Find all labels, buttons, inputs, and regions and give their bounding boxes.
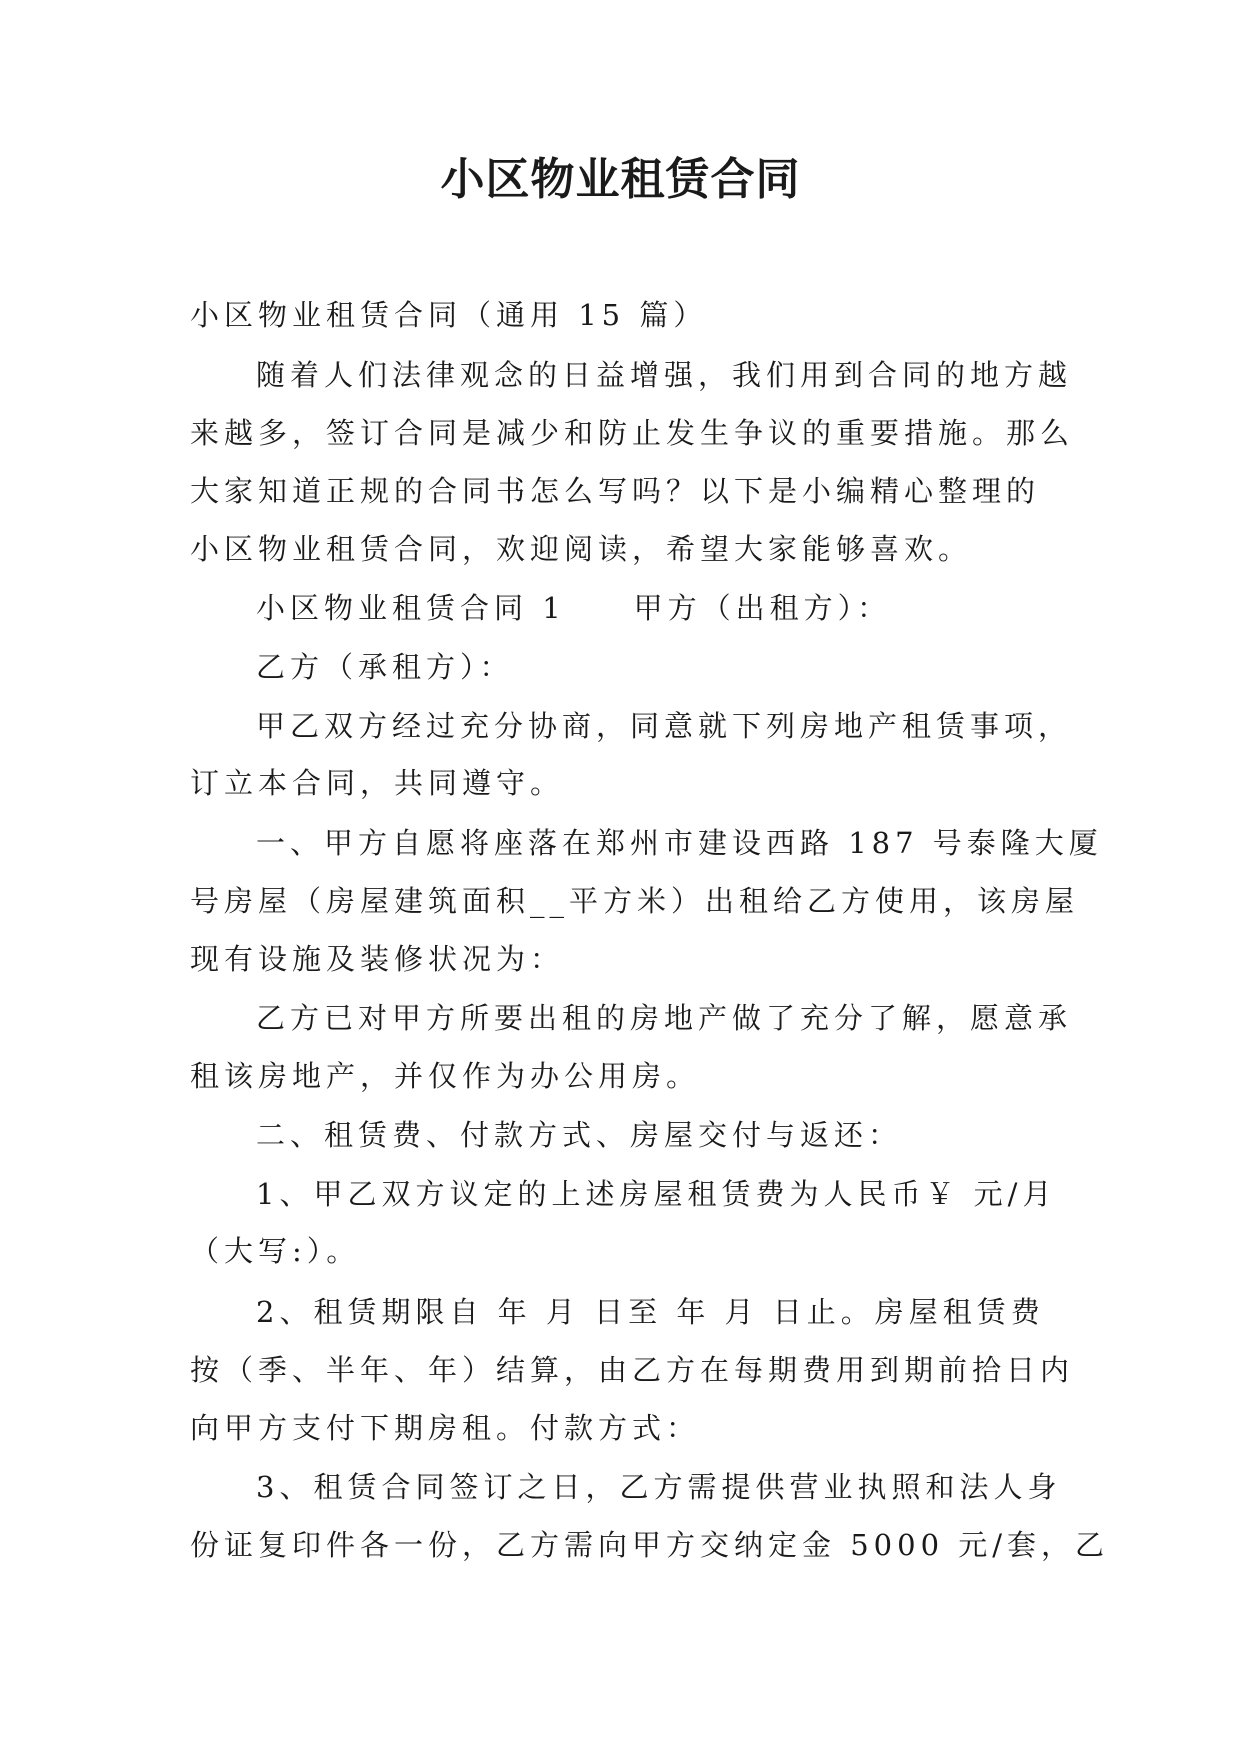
paragraph-line: 小区物业租赁合同（通用 15 篇）	[190, 298, 708, 332]
paragraph-line: 1、甲乙双方议定的上述房屋租赁费为人民币￥ 元/月	[256, 1177, 1057, 1211]
paragraph-line: 按（季、半年、年）结算，由乙方在每期费用到期前拾日内	[190, 1353, 1075, 1387]
paragraph-line: 乙方已对甲方所要出租的房地产做了充分了解，愿意承	[256, 1001, 1073, 1035]
paragraph-line: 租该房地产，并仅作为办公用房。	[190, 1059, 701, 1093]
paragraph-line: 小区物业租赁合同，欢迎阅读，希望大家能够喜欢。	[190, 532, 973, 566]
paragraph-line: 乙方（承租方）：	[256, 650, 514, 684]
paragraph-line: 二、租赁费、付款方式、房屋交付与返还：	[256, 1118, 903, 1152]
paragraph-line: （大写:）。	[190, 1234, 361, 1268]
paragraph-line: 现有设施及装修状况为：	[190, 942, 565, 976]
paragraph-line: 小区物业租赁合同 1 甲方（出租方）：	[256, 591, 892, 625]
paragraph-line: 2、租赁期限自 年 月 日至 年 月 日止。房屋租赁费	[256, 1295, 1045, 1329]
paragraph-line: 来越多，签订合同是减少和防止发生争议的重要措施。那么	[190, 416, 1075, 450]
paragraph-line: 大家知道正规的合同书怎么写吗？以下是小编精心整理的	[190, 474, 1041, 508]
document-title: 小区物业租赁合同	[440, 154, 801, 205]
paragraph-line: 3、租赁合同签订之日，乙方需提供营业执照和法人身	[256, 1470, 1062, 1504]
paragraph-line: 随着人们法律观念的日益增强，我们用到合同的地方越	[256, 358, 1073, 392]
paragraph-line: 订立本合同，共同遵守。	[190, 766, 565, 800]
paragraph-line: 甲乙双方经过充分协商，同意就下列房地产租赁事项，	[256, 709, 1073, 743]
paragraph-line: 份证复印件各一份，乙方需向甲方交纳定金 5000 元/套，乙	[190, 1528, 1110, 1562]
paragraph-line: 一、甲方自愿将座落在郑州市建设西路 187 号泰隆大厦	[256, 826, 1103, 860]
paragraph-line: 向甲方支付下期房租。付款方式：	[190, 1411, 701, 1445]
paragraph-line: 号房屋（房屋建筑面积__平方米）出租给乙方使用，该房屋	[190, 884, 1080, 918]
